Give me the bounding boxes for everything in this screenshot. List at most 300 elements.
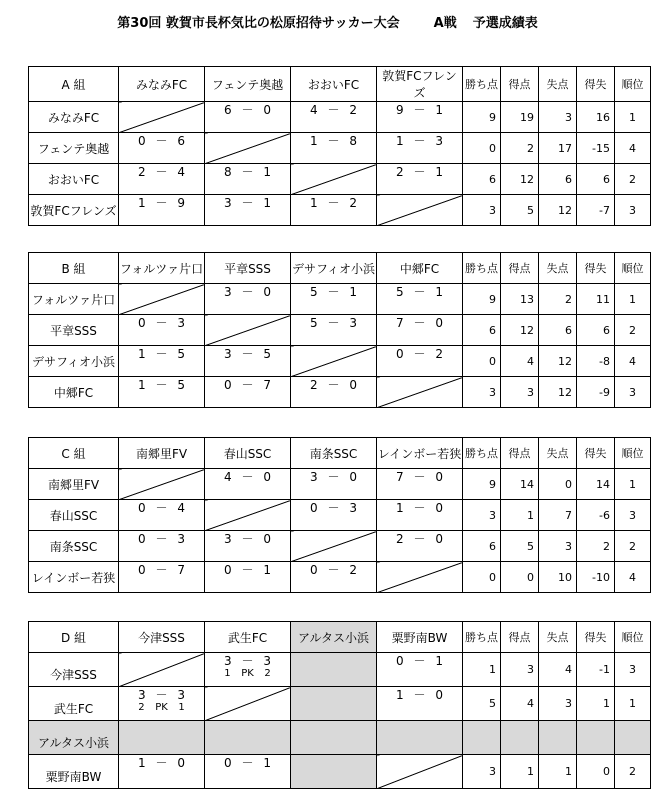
score-left: 0 bbox=[395, 654, 404, 668]
match-score bbox=[205, 346, 290, 361]
group-table bbox=[28, 437, 651, 593]
match-score bbox=[377, 164, 462, 179]
score-dash: － bbox=[327, 501, 340, 515]
score-dash: － bbox=[327, 196, 340, 210]
stat-value: 10 bbox=[539, 562, 577, 593]
diagonal-cell bbox=[377, 377, 463, 408]
empty-cell bbox=[291, 721, 377, 755]
match-score bbox=[291, 195, 376, 210]
team-name: 南郷里FV bbox=[29, 469, 119, 500]
score-right: 0 bbox=[263, 103, 272, 117]
team-name: フォルツァ片口 bbox=[29, 284, 119, 315]
match-score bbox=[377, 687, 462, 702]
stat-value: 0 bbox=[577, 755, 615, 789]
score-right: 0 bbox=[435, 501, 444, 515]
score-right: 0 bbox=[263, 532, 272, 546]
stat-value: 6 bbox=[463, 164, 501, 195]
score-left: 1 bbox=[137, 196, 146, 210]
score-right: 2 bbox=[349, 196, 358, 210]
score-cell bbox=[119, 755, 205, 789]
match-score bbox=[119, 133, 204, 148]
score-cell bbox=[291, 133, 377, 164]
match-score bbox=[291, 562, 376, 577]
score-dash: － bbox=[413, 654, 426, 668]
group-table bbox=[28, 252, 651, 408]
stat-value: 2 bbox=[615, 164, 651, 195]
score-right: 1 bbox=[263, 756, 272, 770]
stat-value: 2 bbox=[615, 531, 651, 562]
stat-header: 得点 bbox=[501, 622, 539, 653]
stat-value: 3 bbox=[501, 653, 539, 687]
score-right: 8 bbox=[349, 134, 358, 148]
match-score bbox=[291, 377, 376, 392]
match-score bbox=[119, 755, 204, 770]
score-left: 0 bbox=[223, 563, 232, 577]
score-right: 0 bbox=[435, 470, 444, 484]
score-left: 5 bbox=[395, 285, 404, 299]
score-left: 5 bbox=[309, 285, 318, 299]
team-name: アルタス小浜 bbox=[29, 721, 119, 755]
team-name: 今津SSS bbox=[29, 653, 119, 687]
group-header-row bbox=[29, 438, 651, 469]
diagonal-cell bbox=[205, 500, 291, 531]
group-header-row bbox=[29, 253, 651, 284]
score-right: 0 bbox=[435, 316, 444, 330]
stat-header: 順位 bbox=[615, 622, 651, 653]
score-dash: － bbox=[413, 316, 426, 330]
score-dash: － bbox=[327, 285, 340, 299]
score-dash: － bbox=[327, 134, 340, 148]
opponent-header: 南条SSC bbox=[291, 438, 377, 469]
score-cell bbox=[205, 195, 291, 226]
stat-value: 3 bbox=[615, 195, 651, 226]
score-right: 1 bbox=[435, 285, 444, 299]
team-row bbox=[29, 315, 651, 346]
match-score bbox=[291, 500, 376, 515]
empty-cell bbox=[119, 721, 205, 755]
stat-header: 得点 bbox=[501, 253, 539, 284]
score-left: 0 bbox=[137, 134, 146, 148]
stat-value bbox=[463, 721, 501, 755]
group-name: B 組 bbox=[29, 253, 119, 284]
stat-value: 12 bbox=[539, 377, 577, 408]
stat-value: 4 bbox=[501, 687, 539, 721]
team-row bbox=[29, 531, 651, 562]
score-dash: － bbox=[413, 532, 426, 546]
stat-value: 2 bbox=[501, 133, 539, 164]
score-left: 3 bbox=[223, 654, 232, 668]
score-dash: － bbox=[155, 688, 168, 702]
match-score bbox=[119, 164, 204, 179]
stat-header: 得失 bbox=[577, 438, 615, 469]
score-cell bbox=[119, 164, 205, 195]
match-score bbox=[377, 531, 462, 546]
stat-value: 3 bbox=[463, 500, 501, 531]
score-left: 0 bbox=[223, 756, 232, 770]
score-cell bbox=[205, 531, 291, 562]
title-main: 第30回 敦賀市長杯気比の松原招待サッカー大会 bbox=[117, 16, 400, 31]
stat-header: 失点 bbox=[539, 438, 577, 469]
stat-value: -6 bbox=[577, 500, 615, 531]
score-dash: － bbox=[241, 165, 254, 179]
score-left: 0 bbox=[223, 378, 232, 392]
score-right: 7 bbox=[263, 378, 272, 392]
stat-header: 順位 bbox=[615, 438, 651, 469]
score-right: 9 bbox=[177, 196, 186, 210]
pk-score bbox=[119, 702, 204, 713]
score-left: 3 bbox=[223, 285, 232, 299]
score-left: 0 bbox=[395, 347, 404, 361]
team-name: フェンテ奥越 bbox=[29, 133, 119, 164]
pk-left: 2 bbox=[138, 702, 145, 713]
diagonal-cell bbox=[119, 284, 205, 315]
stat-value: 0 bbox=[539, 469, 577, 500]
stat-value: 3 bbox=[539, 687, 577, 721]
score-dash: － bbox=[413, 688, 426, 702]
match-score bbox=[377, 133, 462, 148]
opponent-header: 平章SSS bbox=[205, 253, 291, 284]
stat-header: 勝ち点 bbox=[463, 253, 501, 284]
team-name: 春山SSC bbox=[29, 500, 119, 531]
stat-value: 16 bbox=[577, 102, 615, 133]
match-score bbox=[205, 755, 290, 770]
score-dash: － bbox=[241, 347, 254, 361]
score-left: 2 bbox=[309, 378, 318, 392]
score-cell bbox=[377, 284, 463, 315]
score-right: 1 bbox=[349, 285, 358, 299]
score-left: 1 bbox=[395, 688, 404, 702]
team-name: 南条SSC bbox=[29, 531, 119, 562]
score-cell bbox=[119, 500, 205, 531]
score-dash: － bbox=[241, 378, 254, 392]
team-name: みなみFC bbox=[29, 102, 119, 133]
stat-value: 6 bbox=[539, 164, 577, 195]
score-dash: － bbox=[241, 103, 254, 117]
match-score bbox=[205, 562, 290, 577]
pk-right: 2 bbox=[264, 668, 271, 679]
score-left: 4 bbox=[223, 470, 232, 484]
stat-header: 勝ち点 bbox=[463, 438, 501, 469]
match-score bbox=[205, 469, 290, 484]
score-right: 3 bbox=[435, 134, 444, 148]
stat-value bbox=[577, 721, 615, 755]
team-row bbox=[29, 346, 651, 377]
empty-cell bbox=[205, 721, 291, 755]
stat-value: 1 bbox=[577, 687, 615, 721]
opponent-header: 今津SSS bbox=[119, 622, 205, 653]
stat-value: 7 bbox=[539, 500, 577, 531]
match-score bbox=[205, 102, 290, 117]
empty-cell bbox=[291, 653, 377, 687]
stat-value: 4 bbox=[615, 562, 651, 593]
score-dash: － bbox=[241, 654, 254, 668]
pk-label: PK bbox=[241, 668, 254, 679]
stat-value: 12 bbox=[539, 346, 577, 377]
team-name: 中郷FC bbox=[29, 377, 119, 408]
group-table bbox=[28, 66, 651, 226]
score-left: 1 bbox=[137, 756, 146, 770]
stat-value: 0 bbox=[463, 346, 501, 377]
score-left: 3 bbox=[137, 688, 146, 702]
opponent-header: おおいFC bbox=[291, 67, 377, 102]
match-score bbox=[119, 531, 204, 546]
stat-value: 3 bbox=[463, 195, 501, 226]
score-cell bbox=[205, 562, 291, 593]
match-score bbox=[119, 562, 204, 577]
score-dash: － bbox=[155, 196, 168, 210]
score-dash: － bbox=[413, 103, 426, 117]
score-dash: － bbox=[241, 532, 254, 546]
score-right: 1 bbox=[263, 165, 272, 179]
score-right: 6 bbox=[177, 134, 186, 148]
score-dash: － bbox=[155, 756, 168, 770]
match-score bbox=[377, 315, 462, 330]
score-dash: － bbox=[155, 134, 168, 148]
stat-value: 0 bbox=[463, 562, 501, 593]
score-left: 0 bbox=[137, 316, 146, 330]
stat-value: 12 bbox=[501, 315, 539, 346]
diagonal-cell bbox=[377, 755, 463, 789]
empty-cell bbox=[377, 721, 463, 755]
score-cell bbox=[119, 377, 205, 408]
team-row bbox=[29, 469, 651, 500]
team-row bbox=[29, 377, 651, 408]
score-cell bbox=[377, 102, 463, 133]
score-cell bbox=[377, 653, 463, 687]
page-title bbox=[0, 12, 655, 31]
score-right: 1 bbox=[263, 196, 272, 210]
match-score bbox=[291, 102, 376, 117]
score-cell bbox=[377, 164, 463, 195]
stat-value: -8 bbox=[577, 346, 615, 377]
opponent-header: 春山SSC bbox=[205, 438, 291, 469]
score-right: 0 bbox=[263, 285, 272, 299]
match-score bbox=[291, 469, 376, 484]
score-dash: － bbox=[413, 501, 426, 515]
score-dash: － bbox=[413, 347, 426, 361]
stat-value: 14 bbox=[577, 469, 615, 500]
score-dash: － bbox=[413, 134, 426, 148]
match-score bbox=[377, 653, 462, 668]
team-row bbox=[29, 500, 651, 531]
score-left: 4 bbox=[309, 103, 318, 117]
score-right: 3 bbox=[349, 501, 358, 515]
score-right: 1 bbox=[435, 654, 444, 668]
opponent-header: 粟野南BW bbox=[377, 622, 463, 653]
stat-value: 5 bbox=[501, 531, 539, 562]
stat-value: 9 bbox=[463, 284, 501, 315]
score-dash: － bbox=[327, 103, 340, 117]
score-left: 0 bbox=[137, 532, 146, 546]
stat-value: 0 bbox=[463, 133, 501, 164]
match-score bbox=[119, 500, 204, 515]
stat-value: 1 bbox=[501, 500, 539, 531]
score-right: 1 bbox=[435, 103, 444, 117]
score-left: 0 bbox=[137, 563, 146, 577]
score-cell bbox=[205, 284, 291, 315]
score-cell bbox=[205, 164, 291, 195]
score-dash: － bbox=[155, 165, 168, 179]
title-sub: 予選成績表 bbox=[472, 16, 538, 31]
score-cell bbox=[291, 315, 377, 346]
match-score bbox=[205, 164, 290, 179]
stat-value: 1 bbox=[463, 653, 501, 687]
score-dash: － bbox=[155, 501, 168, 515]
group-name: C 組 bbox=[29, 438, 119, 469]
stat-header: 勝ち点 bbox=[463, 67, 501, 102]
score-cell bbox=[119, 195, 205, 226]
score-cell bbox=[205, 653, 291, 687]
stat-value: 3 bbox=[615, 377, 651, 408]
stat-value: 6 bbox=[463, 531, 501, 562]
score-cell bbox=[291, 284, 377, 315]
stat-value: 3 bbox=[615, 500, 651, 531]
match-score bbox=[377, 346, 462, 361]
score-dash: － bbox=[155, 563, 168, 577]
stat-value: 3 bbox=[539, 531, 577, 562]
stat-value: 6 bbox=[463, 315, 501, 346]
score-cell bbox=[377, 469, 463, 500]
diagonal-cell bbox=[119, 102, 205, 133]
score-cell bbox=[119, 315, 205, 346]
score-left: 1 bbox=[137, 347, 146, 361]
team-row bbox=[29, 653, 651, 687]
match-score bbox=[119, 377, 204, 392]
score-cell bbox=[205, 469, 291, 500]
score-cell bbox=[291, 195, 377, 226]
stat-value bbox=[615, 721, 651, 755]
stat-value: 6 bbox=[577, 315, 615, 346]
score-cell bbox=[205, 755, 291, 789]
score-left: 1 bbox=[309, 196, 318, 210]
score-right: 3 bbox=[177, 688, 186, 702]
score-left: 2 bbox=[137, 165, 146, 179]
score-cell bbox=[291, 469, 377, 500]
stat-value: 13 bbox=[501, 284, 539, 315]
match-score bbox=[119, 687, 204, 702]
stat-value: 6 bbox=[577, 164, 615, 195]
score-cell bbox=[119, 687, 205, 721]
score-left: 3 bbox=[223, 532, 232, 546]
match-score bbox=[291, 133, 376, 148]
score-right: 3 bbox=[177, 316, 186, 330]
score-left: 2 bbox=[395, 532, 404, 546]
score-cell bbox=[205, 377, 291, 408]
team-row bbox=[29, 755, 651, 789]
score-left: 7 bbox=[395, 470, 404, 484]
pk-left: 1 bbox=[224, 668, 231, 679]
score-cell bbox=[291, 562, 377, 593]
stat-value: 9 bbox=[463, 469, 501, 500]
score-left: 5 bbox=[309, 316, 318, 330]
score-dash: － bbox=[327, 470, 340, 484]
team-row bbox=[29, 687, 651, 721]
diagonal-cell bbox=[119, 469, 205, 500]
opponent-header: デサフィオ小浜 bbox=[291, 253, 377, 284]
stat-header: 得点 bbox=[501, 67, 539, 102]
score-left: 7 bbox=[395, 316, 404, 330]
score-dash: － bbox=[241, 563, 254, 577]
stat-header: 失点 bbox=[539, 67, 577, 102]
score-dash: － bbox=[413, 285, 426, 299]
score-cell bbox=[119, 346, 205, 377]
score-left: 0 bbox=[137, 501, 146, 515]
team-row bbox=[29, 164, 651, 195]
diagonal-cell bbox=[205, 133, 291, 164]
stat-value: 4 bbox=[501, 346, 539, 377]
stat-value: 17 bbox=[539, 133, 577, 164]
stat-value: 5 bbox=[501, 195, 539, 226]
match-score bbox=[205, 531, 290, 546]
stat-value: 1 bbox=[615, 687, 651, 721]
opponent-header: 南郷里FV bbox=[119, 438, 205, 469]
match-score bbox=[377, 102, 462, 117]
score-right: 5 bbox=[177, 378, 186, 392]
stat-value: 3 bbox=[539, 102, 577, 133]
stat-value: 3 bbox=[615, 653, 651, 687]
stat-header: 得失 bbox=[577, 253, 615, 284]
score-dash: － bbox=[241, 756, 254, 770]
stat-value: 1 bbox=[539, 755, 577, 789]
score-cell bbox=[119, 562, 205, 593]
opponent-header: 武生FC bbox=[205, 622, 291, 653]
opponent-header: フォルツァ片口 bbox=[119, 253, 205, 284]
score-cell bbox=[377, 531, 463, 562]
pk-right: 1 bbox=[178, 702, 185, 713]
score-cell bbox=[377, 687, 463, 721]
score-cell bbox=[205, 346, 291, 377]
score-left: 9 bbox=[395, 103, 404, 117]
score-right: 3 bbox=[177, 532, 186, 546]
stat-header: 得点 bbox=[501, 438, 539, 469]
stat-value: 6 bbox=[539, 315, 577, 346]
stat-value: 12 bbox=[539, 195, 577, 226]
stat-value: 14 bbox=[501, 469, 539, 500]
score-dash: － bbox=[155, 378, 168, 392]
stat-value: 0 bbox=[501, 562, 539, 593]
group-header-row bbox=[29, 67, 651, 102]
score-right: 2 bbox=[349, 103, 358, 117]
diagonal-cell bbox=[205, 687, 291, 721]
team-row bbox=[29, 133, 651, 164]
team-name: 敦賀FCフレンズ bbox=[29, 195, 119, 226]
team-name: 武生FC bbox=[29, 687, 119, 721]
stat-value: 1 bbox=[615, 102, 651, 133]
score-right: 0 bbox=[349, 470, 358, 484]
opponent-header: フェンテ奥越 bbox=[205, 67, 291, 102]
score-right: 7 bbox=[177, 563, 186, 577]
match-score bbox=[119, 315, 204, 330]
score-dash: － bbox=[327, 563, 340, 577]
score-right: 0 bbox=[349, 378, 358, 392]
stat-value: 2 bbox=[539, 284, 577, 315]
stat-value: 3 bbox=[501, 377, 539, 408]
match-score bbox=[377, 500, 462, 515]
score-left: 1 bbox=[309, 134, 318, 148]
stat-value: 19 bbox=[501, 102, 539, 133]
stat-value: -7 bbox=[577, 195, 615, 226]
score-left: 0 bbox=[309, 501, 318, 515]
diagonal-cell bbox=[119, 653, 205, 687]
team-name: デサフィオ小浜 bbox=[29, 346, 119, 377]
score-right: 3 bbox=[263, 654, 272, 668]
match-score bbox=[291, 284, 376, 299]
stat-value: 4 bbox=[615, 346, 651, 377]
diagonal-cell bbox=[377, 195, 463, 226]
match-score bbox=[205, 653, 290, 668]
empty-cell bbox=[291, 687, 377, 721]
score-right: 2 bbox=[435, 347, 444, 361]
